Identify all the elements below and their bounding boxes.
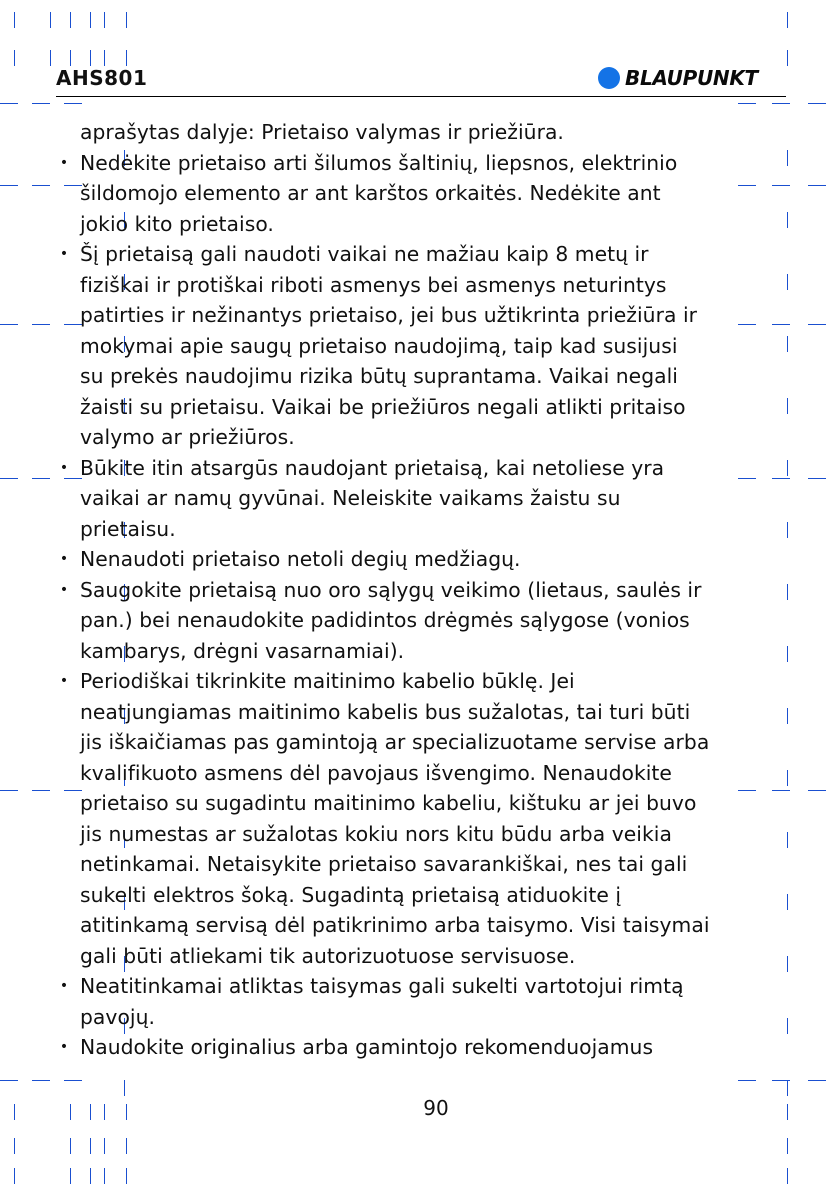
text-line — [80, 392, 792, 423]
crop-mark — [124, 1080, 125, 1096]
crop-mark — [14, 12, 15, 28]
line-text: sukelti elektros šoką. Sugadintą prietaisą atiduokite į — [80, 882, 622, 907]
line-text: fiziškai ir protiškai riboti asmenys bei asmenys neturintys — [80, 272, 667, 297]
crop-mark — [32, 478, 50, 479]
bullet-line — [59, 148, 792, 179]
line-text: Šį prietaisą gali naudoti vaikai ne mažiau kaip 8 metų ir — [80, 242, 649, 266]
brand-logo — [598, 66, 758, 90]
text-line — [80, 422, 792, 453]
model-number: AHS801 — [56, 66, 148, 90]
text-line — [80, 178, 792, 209]
crop-mark — [787, 50, 788, 66]
text-line — [80, 697, 792, 728]
crop-mark — [808, 324, 826, 325]
crop-mark — [32, 185, 50, 186]
crop-mark — [90, 12, 91, 28]
line-text: patirties ir nežinantys prietaiso, jei bus užtikrinta priežiūra ir — [80, 303, 698, 327]
line-text: jis iškaičiamas pas gamintoją ar specializuotame servise arba — [80, 730, 710, 754]
crop-mark — [0, 103, 18, 104]
crop-mark — [126, 12, 127, 28]
bullet-icon: • — [59, 581, 69, 598]
line-text: šildomojo elemento ar ant karštos orkaitės. Nedėkite ant — [80, 181, 661, 205]
text-line — [80, 880, 792, 911]
crop-mark — [64, 1080, 82, 1081]
crop-mark — [14, 1168, 15, 1184]
line-text: pavojų. — [80, 1004, 155, 1029]
crop-mark — [14, 50, 15, 66]
line-text: vaikai ar namų gyvūnai. Neleiskite vaikams žaistu su — [80, 486, 621, 510]
line-text: kvalifikuoto asmens dėl pavojaus išvengimo. Nenaudokite — [80, 760, 672, 785]
crop-mark — [808, 103, 826, 104]
crop-mark — [738, 1080, 756, 1081]
crop-mark — [808, 478, 826, 479]
line-text: Naudokite originalius arba gamintojo rekomenduojamus — [80, 1035, 654, 1059]
line-text: pan.) bei nenaudokite padidintos drėgmės sąlygose (vonios — [80, 608, 690, 632]
line-text: Saugokite prietaisą nuo oro sąlygų veikimo (lietaus, saulės ir — [80, 577, 702, 602]
crop-mark — [787, 1168, 788, 1184]
crop-mark — [0, 185, 18, 186]
crop-mark — [14, 1138, 15, 1154]
line-text: neatjungiamas maitinimo kabelis bus sužalotas, tai turi būti — [80, 699, 691, 724]
crop-mark — [126, 1138, 127, 1154]
line-text: prietaisu. — [80, 516, 176, 541]
crop-mark — [64, 103, 82, 104]
crop-mark — [70, 50, 71, 66]
crop-mark — [0, 1080, 18, 1081]
bullet-icon: • — [59, 673, 69, 689]
crop-mark — [50, 50, 51, 66]
crop-mark — [70, 12, 71, 28]
crop-mark — [90, 50, 91, 66]
crop-mark — [70, 1138, 71, 1154]
crop-mark — [32, 790, 50, 791]
crop-mark — [0, 790, 18, 791]
bullet-line — [59, 453, 792, 484]
line-text: aprašytas dalyje: Prietaiso valymas ir priežiūra. — [80, 120, 564, 144]
line-text: Nedėkite prietaiso arti šilumos šaltinių, liepsnos, elektrinio — [80, 150, 678, 175]
line-text: mokymai apie saugų prietaiso naudojimą, taip kad susijusi — [80, 333, 678, 358]
text-line — [80, 483, 792, 514]
line-text: valymo ar priežiūros. — [80, 425, 295, 449]
safety-text — [59, 117, 792, 1063]
text-line — [80, 605, 792, 636]
text-line — [80, 300, 792, 331]
crop-mark — [104, 1168, 105, 1184]
brand-name: BLAUPUNKT — [625, 66, 758, 90]
crop-mark — [126, 1168, 127, 1184]
line-text: Nenaudoti prietaiso netoli degių medžiagų. — [80, 547, 521, 571]
crop-mark — [126, 50, 127, 66]
text-line — [80, 849, 792, 880]
text-line — [80, 270, 792, 301]
crop-mark — [32, 103, 50, 104]
crop-mark — [104, 50, 105, 66]
line-text: su prekės naudojimu rizika būtų suprantama. Vaikai negali — [80, 364, 678, 388]
bullet-icon: • — [59, 459, 69, 476]
bullet-line — [59, 544, 792, 575]
text-line — [80, 1002, 792, 1033]
bullet-line — [59, 971, 792, 1002]
crop-mark — [50, 12, 51, 28]
text-line — [80, 788, 792, 819]
text-line — [80, 910, 792, 941]
crop-mark — [787, 1138, 788, 1154]
crop-mark — [787, 1080, 788, 1096]
crop-mark — [0, 324, 18, 325]
crop-mark — [772, 103, 790, 104]
line-text: Neatitinkamai atliktas taisymas gali sukelti vartotojui rimtą — [80, 974, 684, 998]
text-line — [80, 117, 792, 148]
header-rule — [56, 96, 786, 97]
line-text: gali būti atliekami tik autorizuotuose servisuose. — [80, 943, 576, 968]
line-text: Būkite itin atsargūs naudojant prietaisą, kai netoliese yra — [80, 455, 665, 480]
crop-mark — [772, 1080, 790, 1081]
crop-mark — [90, 1168, 91, 1184]
page-number: 90 — [423, 1096, 449, 1120]
text-line — [80, 758, 792, 789]
text-line — [80, 361, 792, 392]
bullet-icon: • — [59, 246, 69, 262]
crop-mark — [808, 185, 826, 186]
bullet-icon: • — [59, 551, 69, 567]
crop-mark — [738, 103, 756, 104]
bullet-line — [59, 666, 792, 697]
text-line — [80, 941, 792, 972]
crop-mark — [32, 1080, 50, 1081]
line-text: prietaiso su sugadintu maitinimo kabeliu, kištuku ar jei buvo — [80, 791, 697, 815]
crop-mark — [104, 12, 105, 28]
crop-mark — [0, 478, 18, 479]
line-text: jokio kito prietaiso. — [80, 211, 274, 236]
text-line — [80, 727, 792, 758]
crop-mark — [104, 1138, 105, 1154]
text-line — [80, 819, 792, 850]
crop-mark — [90, 1138, 91, 1154]
crop-mark — [70, 1168, 71, 1184]
text-line — [80, 331, 792, 362]
crop-mark — [808, 790, 826, 791]
line-text: netinkamai. Netaisykite prietaiso savarankiškai, nes tai gali — [80, 852, 688, 876]
crop-mark — [808, 1080, 826, 1081]
bullet-icon: • — [59, 154, 69, 171]
text-line — [80, 209, 792, 240]
logo-dot-icon — [598, 67, 620, 89]
bullet-line — [59, 239, 792, 270]
line-text: Periodiškai tikrinkite maitinimo kabelio būklę. Jei — [80, 669, 575, 693]
line-text: atitinkamą servisą dėl patikrinimo arba taisymo. Visi taisymai — [80, 913, 710, 937]
text-line — [80, 514, 792, 545]
bullet-icon: • — [59, 978, 69, 994]
line-text: žaisti su prietaisu. Vaikai be priežiūros negali atlikti pritaiso — [80, 394, 686, 419]
crop-mark — [787, 12, 788, 28]
line-text: kambarys, drėgni vasarnamiai). — [80, 638, 405, 663]
bullet-line — [59, 575, 792, 606]
text-line — [80, 636, 792, 667]
bullet-icon: • — [59, 1039, 69, 1055]
bullet-line — [59, 1032, 792, 1063]
line-text: jis numestas ar sužalotas kokiu nors kitu būdu arba veikia — [80, 821, 672, 846]
crop-mark — [32, 324, 50, 325]
